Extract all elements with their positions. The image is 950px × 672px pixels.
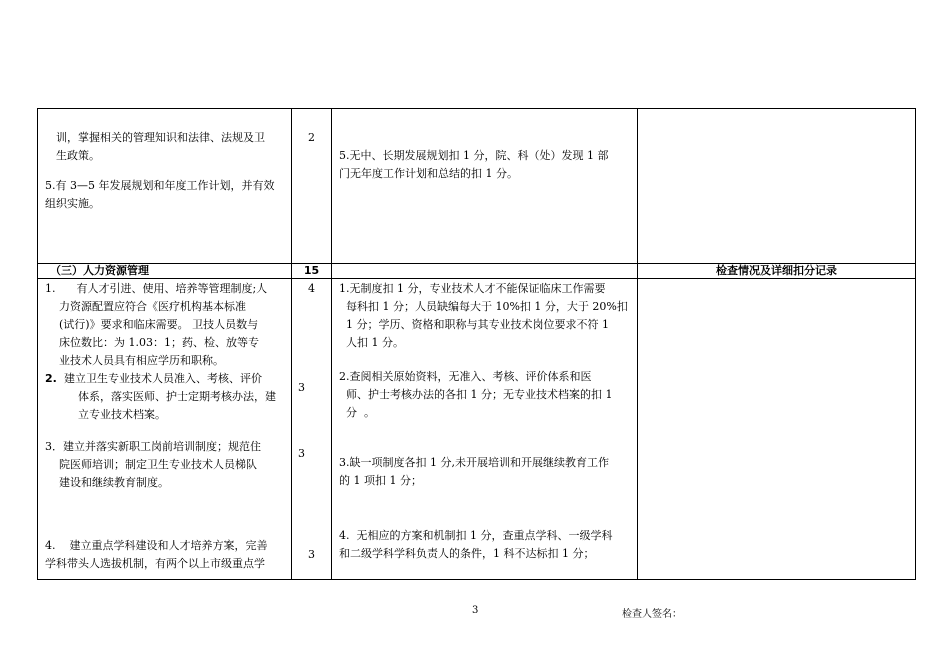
criteria-cell xyxy=(332,109,638,264)
section-title: （三）人力资源管理 xyxy=(38,264,292,279)
standard-text: 5.有 3—5 年发展规划和年度工作计划，并有效 组织实施。 xyxy=(45,179,275,210)
score-cell xyxy=(292,279,332,580)
score-value: 3 xyxy=(298,447,305,460)
record-header: 检查情况及详细扣分记录 xyxy=(638,264,916,279)
score-cell xyxy=(292,109,332,264)
score-value: 2 xyxy=(308,131,315,144)
criteria-item-3: 3.缺一项制度各扣 1 分,未开展培训和开展继续教育工作 的 1 项扣 1 分； xyxy=(339,456,609,487)
standard-item-3: 3．建立并落实新职工岗前培训制度；规范住 院医师培训；制定卫生专业技术人员梯队 建设和继续教育制度。 xyxy=(45,440,261,489)
criteria-item-1: 1.无制度扣 1 分，专业技术人才不能保证临床工作需要 每科扣 1 分；人员缺编每大于 10%扣 1 分，大于 20%扣 1 分；学历、资格和职称与其专业技术岗位要求不符 1 人扣 1 分。 xyxy=(339,282,628,349)
standard-item-1: 1. 有人才引进、使用、培养等管理制度;人 力资源配置应符合《医疗机构基本标准 (试行)》要求和临床需要。 卫技人员数与 床位数比：为 1.03：1；药、检、放等专 业技术人员具有相应学历和职称。 xyxy=(45,282,268,367)
inspection-table xyxy=(37,108,915,586)
record-cell xyxy=(638,279,916,580)
criteria-text: 5.无中、长期发展规划扣 1 分，院、科（处）发现 1 部 门无年度工作计划和总结的扣 1 分。 xyxy=(339,149,609,180)
score-value: 4 xyxy=(308,282,315,295)
page-number: 3 xyxy=(472,605,479,616)
standard-cell xyxy=(38,109,292,264)
section-blank-cell xyxy=(332,264,638,279)
criteria-item-2: 2.查阅相关原始资料，无准入、考核、评价体系和医 师、护士考核办法的各扣 1 分；无专业技术档案的扣 1 分 。 xyxy=(339,370,613,419)
score-value: 3 xyxy=(298,381,305,394)
standard-cell xyxy=(38,279,292,580)
standard-text: 训，掌握相关的管理知识和法律、法规及卫 生政策。 xyxy=(56,131,265,162)
table-row xyxy=(38,109,916,264)
criteria-item-4: 4. 无相应的方案和机制扣 1 分，查重点学科、一级学科 和二级学科学科负责人的条件，1 科不达标扣 1 分； xyxy=(339,529,613,560)
standard-item-2-number: 2. xyxy=(45,372,57,385)
signature-label: 检查人签名： xyxy=(622,609,682,620)
criteria-table xyxy=(37,108,916,580)
record-cell xyxy=(638,109,916,264)
section-score: 15 xyxy=(292,264,332,279)
score-value: 3 xyxy=(308,548,315,561)
table-row xyxy=(38,279,916,580)
standard-item-2: 建立卫生专业技术人员准入、考核、评价 体系，落实医师、护士定期考核办法，建 立专业技术档案。 xyxy=(64,372,276,421)
criteria-cell xyxy=(332,279,638,580)
standard-item-4: 4. 建立重点学科建设和人才培养方案，完善 学科带头人选拔机制，有两个以上市级重点学 xyxy=(45,539,268,570)
section-header-row xyxy=(38,264,916,279)
